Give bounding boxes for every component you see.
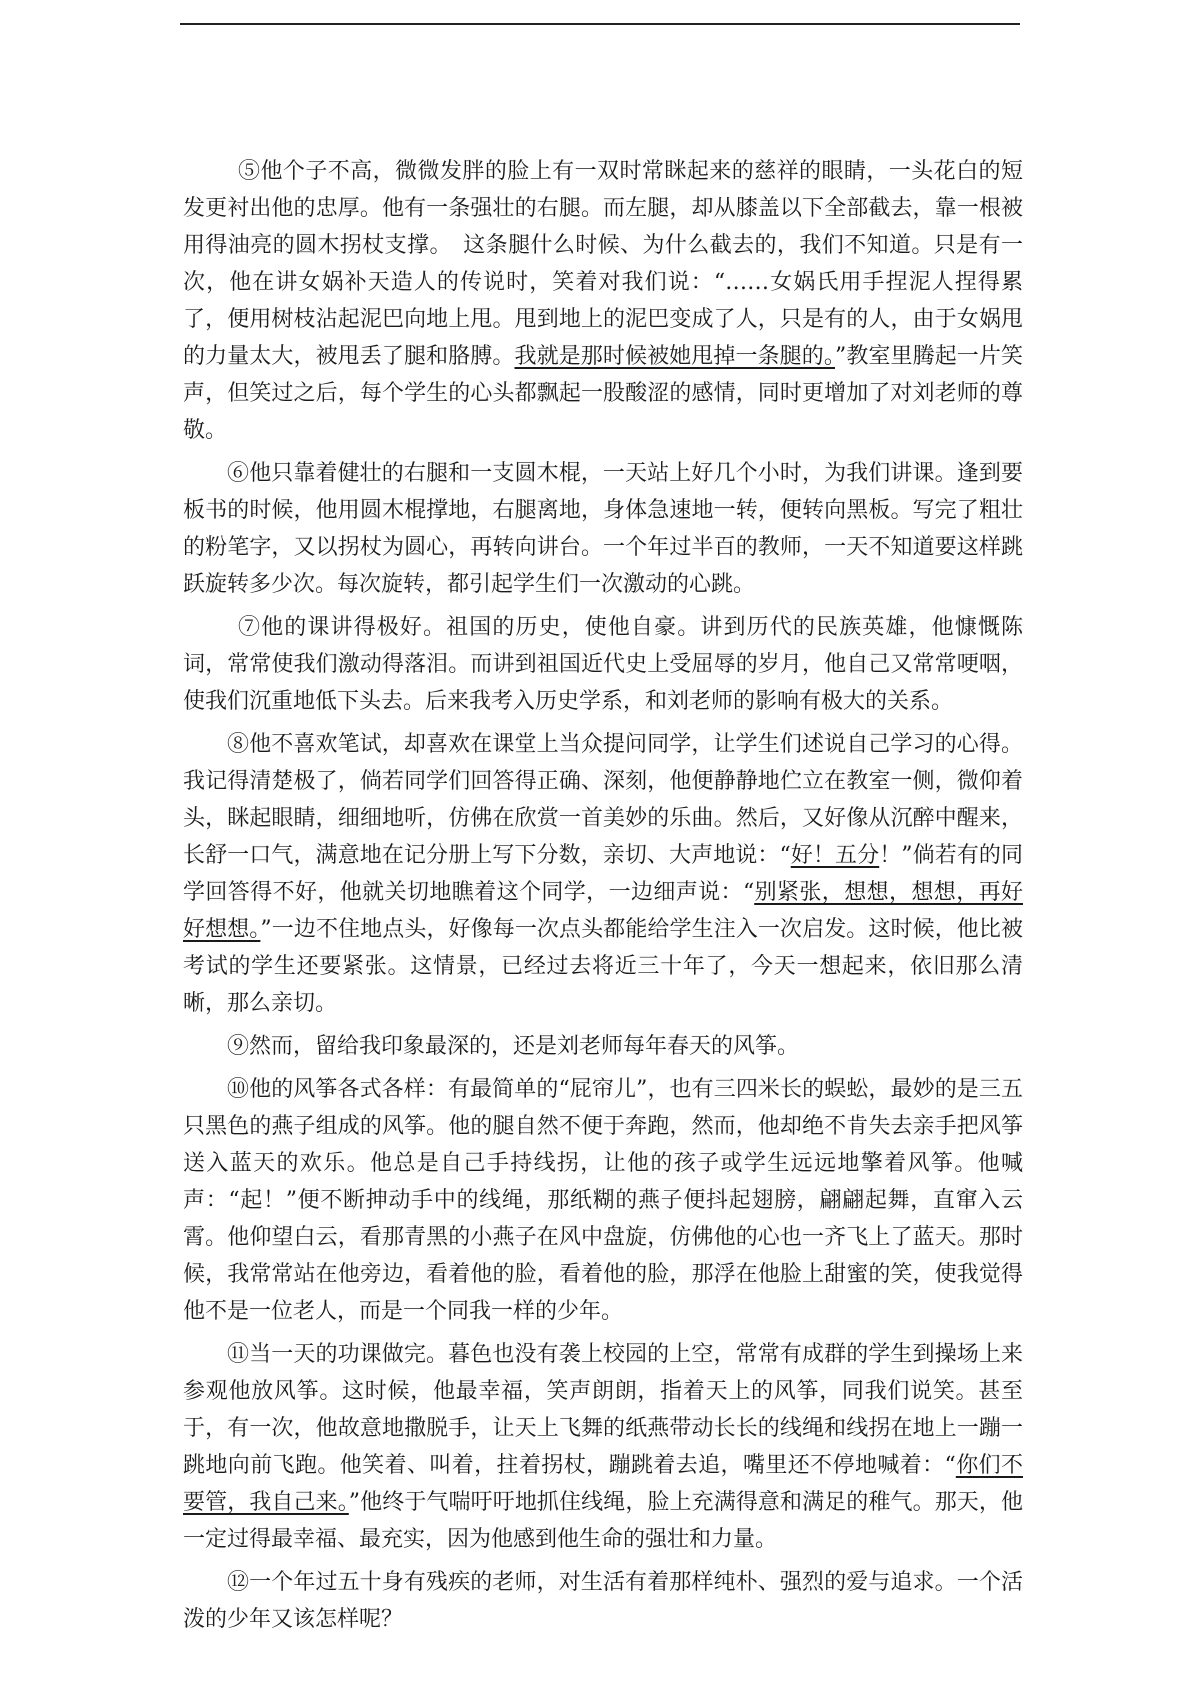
text-run: ”教室里腾起一片笑声，但笑过之后，每个学生的心头都飘起一股酸涩的感情，同时更增加了对刘老师的尊敬。 xyxy=(183,344,1023,443)
text-run: ⑧他不喜欢笔试，却喜欢在课堂上当众提问同学，让学生们述说自己学习的心得。我记得清楚极了，倘若同学们回答得正确、深刻，他便静静地伫立在教室一侧，微仰着头，眯起眼睛，细细地听，仿佛在欣赏一首美妙的乐曲。然后，又好像从沉醉中醒来，长舒一口气，满意地在记分册上写下分数，亲切、大声地说：“ xyxy=(183,732,1023,868)
paragraph-p8 xyxy=(183,726,1023,1022)
text-run: ⑦他的课讲得极好。祖国的历史，使他自豪。讲到历代的民族英雄，他慷慨陈词，常常使我们激动得落泪。而讲到祖国近代史上受屈辱的岁月，他自己又常常哽咽，使我们沉重地低下头去。后来我考入历史学系，和刘老师的影响有极大的关系。 xyxy=(183,615,1023,714)
underlined-sentence: 别紧张，想想，想想，再好好想想。 xyxy=(183,880,1023,942)
text-run: ⑩他的风筝各式各样：有最简单的“屁帘儿”，也有三四米长的蜈蚣，最妙的是三五只黑色的燕子组成的风筝。他的腿自然不便于奔跑，然而，他却绝不肯失去亲手把风筝送入蓝天的欢乐。他总是自己手持线拐，让他的孩子或学生远远地擎着风筝。他喊声：“起！”便不断抻动手中的线绳，那纸糊的燕子便抖起翅膀，翩翩起舞，直窜入云霄。他仰望白云，看那青黑的小燕子在风中盘旋，仿佛他的心也一齐飞上了蓝天。那时候，我常常站在他旁边，看着他的脸，看着他的脸，那浮在他脸上甜蜜的笑，使我觉得他不是一位老人，而是一个同我一样的少年。 xyxy=(183,1077,1023,1324)
paragraph-p5 xyxy=(183,153,1023,449)
header-rule xyxy=(180,23,1020,25)
text-run: ⑨然而，留给我印象最深的，还是刘老师每年春天的风筝。 xyxy=(227,1034,800,1059)
text-run: ⑤他个子不高，微微发胖的脸上有一双时常眯起来的慈祥的眼睛，一头花白的短发更衬出他的忠厚。他有一条强壮的右腿。而左腿，却从膝盖以下全部截去，靠一根被用得油亮的圆木拐杖支撑。 这条腿什么时候、为什么截去的，我们不知道。只是有一次，他在讲女娲补天造人的传说时，笑着对我们说：“……女娲氏用手捏泥人捏得累了，便用树枝沾起泥巴向地上甩。甩到地上的泥巴变成了人，只是有的人，由于女娲甩的力量太大，被甩丢了腿和胳膊。 xyxy=(183,159,1023,369)
text-run: ⑥他只靠着健壮的右腿和一支圆木棍，一天站上好几个小时，为我们讲课。逢到要板书的时候，他用圆木棍撑地，右腿离地，身体急速地一转，便转向黑板。写完了粗壮的粉笔字，又以拐杖为圆心，再转向讲台。一个年过半百的教师，一天不知道要这样跳跃旋转多少次。每次旋转，都引起学生们一次激动的心跳。 xyxy=(183,461,1023,597)
text-run: ！”倘若有的同学回答得不好，他就关切地瞧着这个同学，一边细声说：“ xyxy=(183,843,1024,905)
text-run: ”一边不住地点头，好像每一次点头都能给学生注入一次启发。这时候，他比被考试的学生还要紧张。这情景，已经过去将近三十年了，今天一想起来，依旧那么清晰，那么亲切。 xyxy=(183,917,1023,1016)
paragraph-p12 xyxy=(183,1564,1023,1638)
underlined-sentence: 我就是那时候被她甩掉一条腿的。 xyxy=(514,344,835,369)
text-run: ⑫一个年过五十身有残疾的老师，对生活有着那样纯朴、强烈的爱与追求。一个活泼的少年又该怎样呢？ xyxy=(183,1570,1023,1632)
body-text xyxy=(183,153,1023,1644)
underlined-sentence: 好！五分 xyxy=(790,843,880,868)
paragraph-p10 xyxy=(183,1071,1023,1330)
underlined-sentence: 你们不要管，我自己来。 xyxy=(183,1453,1023,1515)
paragraph-p6 xyxy=(183,455,1023,603)
paragraph-p9 xyxy=(183,1028,1023,1065)
text-run: ⑪当一天的功课做完。暮色也没有袭上校园的上空，常常有成群的学生到操场上来参观他放风筝。这时候，他最幸福，笑声朗朗，指着天上的风筝，同我们说笑。甚至于，有一次，他故意地撒脱手，让天上飞舞的纸燕带动长长的线绳和线拐在地上一蹦一跳地向前飞跑。他笑着、叫着，拄着拐杖，蹦跳着去追，嘴里还不停地喊着：“ xyxy=(183,1342,1023,1478)
text-run: ”他终于气喘吁吁地抓住线绳，脸上充满得意和满足的稚气。那天，他一定过得最幸福、最充实，因为他感到他生命的强壮和力量。 xyxy=(183,1490,1023,1552)
paragraph-p7 xyxy=(183,609,1023,720)
paragraph-p11 xyxy=(183,1336,1023,1558)
